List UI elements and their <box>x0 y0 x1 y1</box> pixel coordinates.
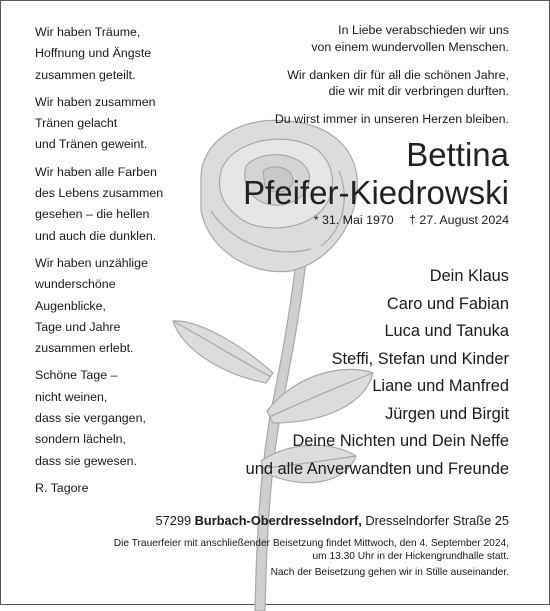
mourner-entry: und alle Anverwandten und Freunde <box>245 459 509 478</box>
heart-line: Du wirst immer in unseren Herzen bleiben. <box>274 112 509 127</box>
address <box>156 513 510 528</box>
poem-line: Tränen gelacht <box>35 116 118 131</box>
poem-line: nicht weinen, <box>35 389 108 404</box>
poem-line: Wir haben alle Farben <box>35 164 157 179</box>
birth-date: * 31. Mai 1970 <box>313 213 394 227</box>
farewell-line: von einem wundervollen Menschen. <box>311 39 509 54</box>
mourner-entry: Steffi, Stefan und Kinder <box>331 349 509 368</box>
service-info <box>114 537 509 563</box>
life-dates <box>314 213 509 227</box>
mourner-entry: Dein Klaus <box>429 267 509 285</box>
poem-line: Wir haben zusammen <box>35 94 156 109</box>
farewell-line: In Liebe verabschieden wir uns <box>338 23 509 37</box>
service-line: um 13.30 Uhr in der Hickengrundhalle statt. <box>312 551 509 562</box>
deceased-name <box>243 136 509 212</box>
poem-line: gesehen – die hellen <box>35 207 150 222</box>
poem-line: dass sie vergangen, <box>35 411 146 426</box>
poem-line: Hoffnung und Ängste <box>35 46 152 61</box>
poem-line: und auch die dunklen. <box>35 228 157 243</box>
poem-line: Wir haben Träume, <box>35 25 141 39</box>
poem-stanza-3 <box>35 162 235 247</box>
poem-stanza-4 <box>35 253 235 359</box>
death-date: † 27. August 2024 <box>409 213 509 227</box>
place: Burbach-Oberdresselndorf, <box>194 513 362 528</box>
heart-block <box>209 111 509 128</box>
mourner-entry: Luca und Tanuka <box>384 322 509 340</box>
poem-stanza-1 <box>35 22 235 86</box>
poem-line: Schöne Tage – <box>35 368 118 383</box>
burial-note: Nach der Beisetzung gehen wir in Stille auseinander. <box>270 567 509 578</box>
poem-line: des Lebens zusammen <box>35 186 164 201</box>
mourners-list <box>246 263 509 483</box>
thanks-line: die wir mit dir verbringen durften. <box>328 84 509 99</box>
mourner-entry: Liane und Manfred <box>372 377 509 395</box>
poem-stanza-5 <box>35 365 235 471</box>
service-line: Die Trauerfeier mit anschließender Beisetzung findet Mittwoch, den 4. September 2024, <box>113 538 509 549</box>
poem <box>35 22 235 499</box>
poem-line: wunderschöne <box>35 277 116 292</box>
mourner-entry: Deine Nichten und Dein Neffe <box>292 432 509 450</box>
poem-author: R. Tagore <box>35 480 89 495</box>
poem-stanza-2 <box>35 92 235 156</box>
poem-line: Tage und Jahre <box>35 319 121 334</box>
farewell-block <box>209 22 509 56</box>
street: Dresselndorfer Straße 25 <box>365 513 509 528</box>
poem-line: Wir haben unzählige <box>35 255 148 270</box>
mourner-entry: Jürgen und Birgit <box>385 404 509 423</box>
poem-line: dass sie gewesen. <box>35 453 137 468</box>
thanks-line: Wir danken dir für all die schönen Jahre, <box>287 67 509 82</box>
poem-line: zusammen geteilt. <box>35 67 136 82</box>
thanks-block <box>209 67 509 101</box>
last-name: Pfeifer-Kiedrowski <box>243 174 509 211</box>
postcode: 57299 <box>155 513 192 528</box>
first-name: Bettina <box>406 136 509 173</box>
mourner-entry: Caro und Fabian <box>386 294 509 313</box>
poem-line: und Tränen geweint. <box>35 137 148 152</box>
poem-line: sondern lächeln, <box>35 432 126 447</box>
poem-line: zusammen erlebt. <box>35 341 134 356</box>
poem-line: Augenblicke, <box>35 298 106 313</box>
farewell-text <box>209 22 509 139</box>
